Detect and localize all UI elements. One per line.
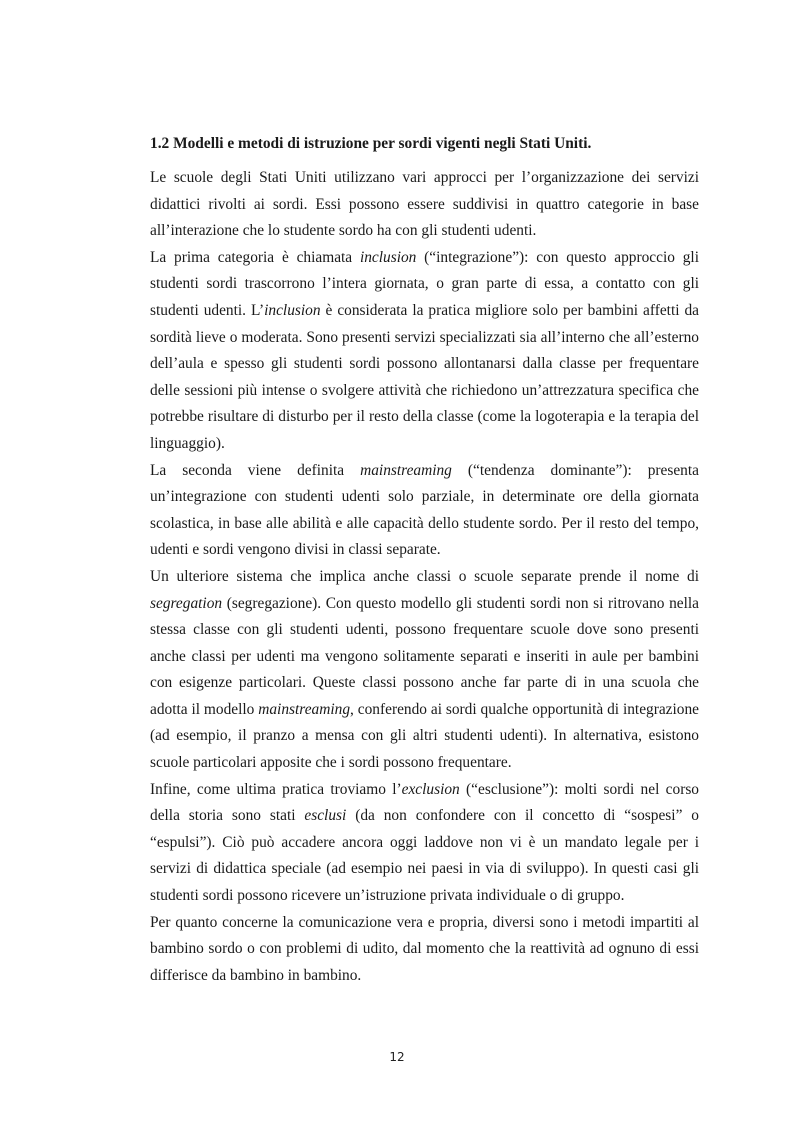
italic-term: inclusion [264, 301, 321, 319]
body-text [150, 165, 699, 989]
text-segment: Le scuole degli Stati Uniti utilizzano vari approcci per l’organizzazione dei servizi didattici rivolti ai sordi. Essi possono essere suddivisi in quattro categorie in base all’interazione che lo studente sordo ha con gli studenti udenti. [150, 169, 699, 240]
italic-term: mainstreaming [360, 461, 452, 479]
text-segment: (da non confondere con il concetto di “sospesi” o “espulsi”). Ciò può accadere ancora oggi laddove non vi è un mandato legale per i servizi di didattica speciale (ad esempio nei paesi in via di sviluppo). In questi casi gli studenti sordi possono ricevere un’istruzione privata individuale o di gruppo. [150, 807, 699, 905]
italic-term: inclusion [359, 248, 417, 266]
paragraph-5 [150, 777, 699, 910]
page-number: 12 [389, 1050, 405, 1064]
text-segment: (“esclusione”): molti sordi nel corso della storia sono stati [150, 780, 699, 825]
italic-term: esclusi [304, 807, 347, 825]
text-segment: è considerata la pratica migliore solo per bambini affetti da sordità lieve o moderata. Sono presenti servizi specializzati sia all’interno che all’esterno dell’aula e spesso gli studenti sordi possono allontanarsi dalla classe per frequentare delle sessioni più intense o svolgere attività che richiedono un’attrezzatura specifica che potrebbe risultare di disturbo per il resto della classe (come la logoterapia e la terapia del linguaggio). [150, 301, 699, 452]
italic-term: exclusion [401, 780, 460, 798]
text-segment: Per quanto concerne la comunicazione vera e propria, diversi sono i metodi impartiti al bambino sordo o con problemi di udito, dal momento che la reattività ad ognuno di essi differisce da bambino in bambino. [150, 913, 699, 984]
paragraph-3 [150, 458, 699, 564]
text-segment: (“tendenza dominante”): presenta un’integrazione con studenti udenti solo parziale, in determinate ore della giornata scolastica, in base alle abilità e alle capacità dello studente sordo. Per il resto del tempo, udenti e sordi vengono divisi in classi separate. [150, 461, 699, 559]
text-segment: Infine, come ultima pratica troviamo l’ [150, 780, 402, 798]
text-segment: (segregazione). Con questo modello gli studenti sordi non si ritrovano nella stessa classe con gli studenti udenti, possono frequentare scuole dove sono presenti anche classi per udenti ma vengono solitamente separati e inseriti in aule per bambini con esigenze particolari. Queste classi possono anche far parte di in una scuola che adotta il modello [150, 594, 699, 718]
text-segment: , conferendo ai sordi qualche opportunità di integrazione (ad esempio, il pranzo a mensa con gli altri studenti udenti). In alternativa, esistono scuole particolari apposite che i sordi possono frequentare. [150, 700, 700, 772]
paragraph-2 [150, 245, 699, 458]
text-segment: (“integrazione”): con questo approccio gli studenti sordi trascorrono l’intera giornata, o gran parte di essa, a contatto con gli studenti udenti. L’ [150, 248, 699, 319]
text-segment: Un ulteriore sistema che implica anche classi o scuole separate prende il nome di [150, 567, 699, 585]
paragraph-4 [150, 564, 699, 777]
paragraph-1 [150, 165, 699, 245]
italic-term: mainstreaming [258, 700, 351, 718]
section-heading: 1.2 Modelli e metodi di istruzione per sordi vigenti negli Stati Uniti. [150, 135, 592, 152]
text-segment: La seconda viene definita [150, 461, 361, 479]
italic-term: segregation [150, 594, 223, 612]
text-segment: La prima categoria è chiamata [150, 248, 360, 266]
paragraph-6 [150, 910, 699, 990]
